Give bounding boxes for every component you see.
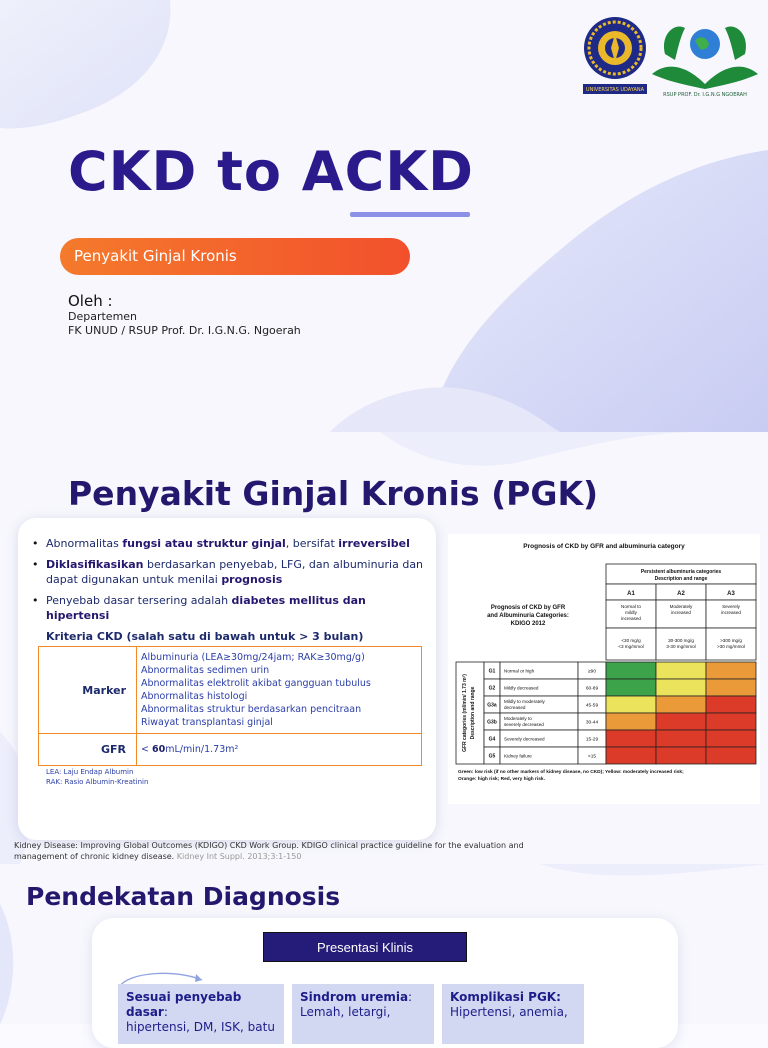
bullet-item: • Abnormalitas fungsi atau struktur ginjal, bersifat irreversibel <box>32 536 428 551</box>
persistent-header-label: Persistent albuminuria categories <box>640 569 722 575</box>
definition-bullets <box>32 536 428 629</box>
risk-cell-orange <box>706 679 756 696</box>
gfr-axis-label: GFR categories (ml/min/ 1.73 m²) <box>462 674 468 752</box>
risk-cell-orange <box>606 713 656 730</box>
uremia-box: Sindrom uremia: Lemah, letargi, <box>292 984 434 1044</box>
gfr-description: Normal or high <box>504 668 535 674</box>
marker-list <box>137 647 422 734</box>
gfr-description: Kidney failure <box>504 753 532 759</box>
albuminuria-code: A3 <box>727 591 735 597</box>
clinical-presentation-box: Presentasi Klinis <box>263 932 467 962</box>
gfr-range: 60-89 <box>585 686 599 692</box>
presentation-title: CKD to ACKD <box>68 140 474 203</box>
albuminuria-range: <30 mg/g <box>621 638 641 643</box>
author-label: Oleh : <box>68 292 113 310</box>
logos <box>580 14 760 98</box>
gfr-range: <15 <box>587 754 597 760</box>
slide-title <box>0 0 768 432</box>
chart-subtitle: Prognosis of CKD by GFR <box>490 605 566 611</box>
udayana-university-logo <box>583 17 647 94</box>
criteria-table <box>38 646 422 766</box>
marker-item: Riwayat transplantasi ginjal <box>141 717 273 728</box>
gfr-range: 45-59 <box>585 703 599 709</box>
gfr-range: 30-44 <box>585 720 599 726</box>
definition-card <box>18 518 436 840</box>
risk-cell-green <box>606 662 656 679</box>
albuminuria-code: A1 <box>627 591 635 597</box>
arrow-head-icon <box>195 974 202 982</box>
marker-item: Abnormalitas histologi <box>141 691 248 702</box>
hospital-logo <box>652 26 758 89</box>
albuminuria-description: Normal to <box>621 604 641 609</box>
reference-citation: Kidney Disease: Improving Global Outcomes (KDIGO) CKD Work Group. KDIGO clinical practice guideline for the evaluation and management of chronic kidney disease. Kidney Int Suppl. 2013;3:1-150 <box>14 841 524 861</box>
gfr-range: 15-29 <box>585 737 599 743</box>
slide-title: Pendekatan Diagnosis <box>26 882 341 911</box>
risk-legend: Orange: high risk; Red, very high risk. <box>458 777 545 782</box>
risk-cell-red <box>656 730 706 747</box>
gfr-description: decreased <box>504 705 526 710</box>
gfr-code: G4 <box>488 736 496 743</box>
risk-cell-orange <box>656 696 706 713</box>
gfr-description: Severely decreased <box>504 736 545 742</box>
gfr-row <box>39 734 422 766</box>
slide-pgk <box>0 432 768 864</box>
criteria-title: Kriteria CKD (salah satu di bawah untuk > 3 bulan) <box>46 630 364 643</box>
gfr-description: Mildly decreased <box>504 685 539 691</box>
kdigo-prognosis-chart <box>448 534 760 804</box>
gfr-axis-label: Description and range <box>470 686 476 740</box>
gfr-code: G3a <box>487 702 497 709</box>
footnote-lea: LEA: Laju Endap Albumin <box>46 768 134 776</box>
albuminuria-description: increased <box>621 616 641 621</box>
kdigo-heatmap <box>448 534 760 804</box>
risk-cell-yellow <box>606 696 656 713</box>
chart-subtitle: and Albuminuria Categories: <box>487 613 569 619</box>
gfr-code: G1 <box>488 668 496 675</box>
bullet-item: • Diklasifikasikan berdasarkan penyebab, LFG, dan albuminuria dan dapat digunakan untuk menilai prognosis <box>32 557 428 587</box>
footnote-rak: RAK: Rasio Albumin-Kreatinin <box>46 778 149 786</box>
gfr-description: Mildly to moderately <box>504 699 545 704</box>
albuminuria-code: A2 <box>677 591 685 597</box>
risk-cell-red <box>656 747 706 764</box>
risk-cell-yellow <box>656 679 706 696</box>
bullet-item: • Penyebab dasar tersering adalah diabetes mellitus dan hipertensi <box>32 593 428 623</box>
risk-cell-green <box>606 679 656 696</box>
subtitle-pill: Penyakit Ginjal Kronis <box>60 238 410 275</box>
title-underline <box>350 212 470 217</box>
udayana-logo-caption: UNIVERSITAS UDAYANA <box>585 87 645 93</box>
marker-row <box>39 647 422 734</box>
slide-diagnosis <box>0 864 768 1034</box>
albuminuria-description: increased <box>721 610 741 615</box>
albuminuria-range: 30-300 mg/g <box>668 638 694 643</box>
risk-legend: Green: low risk (if no other markers of kidney disease, no CKD); Yellow: moderately increased risk; <box>458 770 684 775</box>
risk-cell-orange <box>706 662 756 679</box>
complications-box: Komplikasi PGK: Hipertensi, anemia, <box>442 984 584 1044</box>
marker-label: Marker <box>39 647 137 734</box>
gfr-code: G3b <box>487 719 497 726</box>
risk-cell-yellow <box>656 662 706 679</box>
gfr-range: ≥90 <box>588 669 596 675</box>
albuminuria-description: Severely <box>722 604 740 609</box>
albuminuria-range: 3-30 mg/mmol <box>666 644 696 649</box>
albuminuria-range: <3 mg/mmol <box>618 644 644 649</box>
risk-cell-red <box>706 713 756 730</box>
persistent-header-label: Description and range <box>654 576 708 582</box>
albuminuria-description: increased <box>671 610 691 615</box>
albuminuria-description: Moderately <box>669 604 693 609</box>
gfr-description: Moderately to <box>504 716 532 721</box>
albuminuria-description: mildly <box>625 610 637 615</box>
department-label: Departemen <box>68 310 138 323</box>
risk-cell-red <box>606 747 656 764</box>
hospital-logo-caption: RSUP PROF. Dr. I.G.N.G NGOERAH <box>663 92 747 98</box>
risk-cell-red <box>706 747 756 764</box>
risk-cell-red <box>706 730 756 747</box>
marker-item: Abnormalitas elektrolit akibat gangguan tubulus <box>141 678 371 689</box>
institution-label: FK UNUD / RSUP Prof. Dr. I.G.N.G. Ngoerah <box>68 324 301 337</box>
gfr-description: severely decreased <box>504 722 544 727</box>
gfr-label: GFR <box>39 734 137 766</box>
risk-cell-red <box>606 730 656 747</box>
risk-cell-red <box>656 713 706 730</box>
gfr-value-cell: < 60mL/min/1.73m² <box>137 734 422 766</box>
albuminuria-range: >300 mg/g <box>720 638 742 643</box>
marker-item: Abnormalitas sedimen urin <box>141 665 270 676</box>
chart-subtitle: KDIGO 2012 <box>510 621 546 627</box>
gfr-code: G5 <box>488 753 496 760</box>
marker-item: Albuminuria (LEA≥30mg/24jam; RAK≥30mg/g) <box>141 652 365 663</box>
chart-title: Prognosis of CKD by GFR and albuminuria category <box>523 543 685 550</box>
cause-box: Sesuai penyebab dasar: hipertensi, DM, ISK, batu <box>118 984 284 1044</box>
gfr-code: G2 <box>488 685 496 692</box>
slide-title: Penyakit Ginjal Kronis (PGK) <box>68 474 599 513</box>
risk-cell-red <box>706 696 756 713</box>
albuminuria-range: >30 mg/mmol <box>717 644 745 649</box>
marker-item: Abnormalitas struktur berdasarkan pencitraan <box>141 704 362 715</box>
